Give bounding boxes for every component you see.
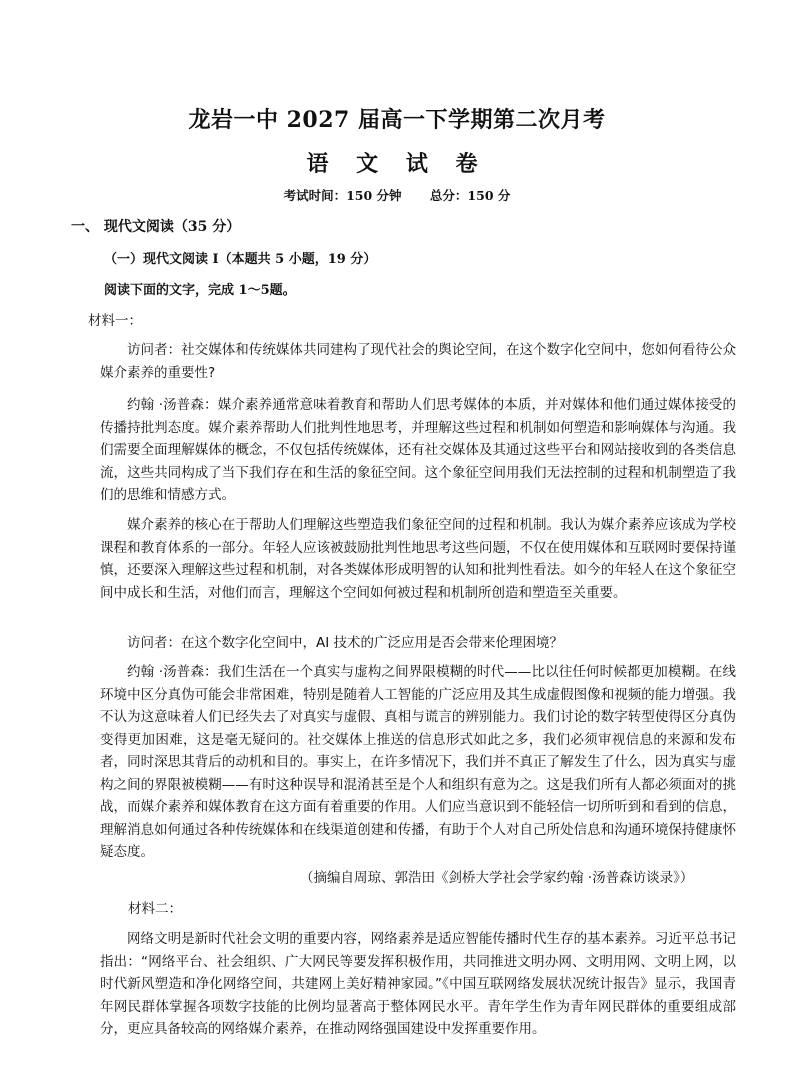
reading-instruction: 阅读下面的文字，完成 1～5题。: [104, 283, 296, 298]
section-heading: 一、 现代文阅读（35 分）: [71, 219, 241, 235]
exam-score: 总分：150 分: [429, 188, 511, 203]
paragraph: 约翰 ·汤普森：媒介素养通常意味着教育和帮助人们思考媒体的本质，并对媒体和他们通过媒体接受的传播持批判态度。媒介素养帮助人们批判性地思考，并理解这些过程和机制如何塑造和影响媒体与沟通。我们需要全面理解媒体的概念，不仅包括传统媒体，还有社交媒体及其通过这些平台和网站接收到的各类信息流，这些共同构成了当下我们存在和生活的象征空间。这个象征空间用我们无法控制的过程和机制塑造了我们的思维和情感方式。: [100, 397, 736, 503]
paragraph: 网络文明是新时代社会文明的重要内容，网络素养是适应智能传播时代生存的基本素养。习近平总书记指出：“网络平台、社会组织、广大网民等要发挥积极作用，共同推进文明办网、文明用网、文明上网，以时代新风塑造和净化网络空间，共建网上美好精神家园。”《中国互联网络发展状况统计报告》显示，我国青年网民群体掌握各项数字技能的比例均显著高于整体网民水平。青年学生作为青年网民群体的重要组成部分，更应具备较高的网络媒介素养，在推动网络强国建设中发挥重要作用。: [100, 931, 736, 1037]
exam-subtitle: 语 文 试 卷: [306, 151, 488, 177]
paragraph: 约翰 ·汤普森：我们生活在一个真实与虚构之间界限模糊的时代——比以往任何时候都更加模糊。在线环境中区分真伪可能会非常困难，特别是随着人工智能的广泛应用及其生成虚假图像和视频的能力增强。我不认为这意味着人们已经失去了对真实与虚假、真相与谎言的辨别能力。我们讨论的数字转型使得区分真伪变得更加困难，这是毫无疑问的。社交媒体上推送的信息形式如此之多，我们必须审视信息的来源和发布者，同时深思其背后的动机和目的。事实上，在许多情况下，我们并不真正了解发生了什么，因为真实与虚构之间的界限被模糊——有时这种误导和混淆甚至是个人和组织有意为之。这是我们所有人都必须面对的挑战，而媒介素养和媒体教育在这方面有着重要的作用。人们应当意识到不能轻信一切所听到和看到的信息，理解消息如何通过各种传统媒体和在线渠道创建和传播，有助于个人对自己所处信息和沟通环境保持健康怀疑态度。: [100, 664, 736, 860]
paragraph: 访问者：在这个数字化空间中，AI 技术的广泛应用是否会带来伦理困境？: [127, 635, 564, 651]
paragraph: 访问者：社交媒体和传统媒体共同建构了现代社会的舆论空间，在这个数字化空间中，您如何看待公众媒介素养的重要性?: [100, 342, 736, 381]
exam-info: [0, 186, 794, 204]
material-one-label: 材料一：: [88, 313, 142, 329]
section-subheading: （一）现代文阅读 I（本题共 5 小题，19 分）: [104, 252, 377, 267]
exam-title: 龙岩一中 2027 届高一下学期第二次月考: [188, 107, 606, 133]
material-two-label: 材料二：: [128, 901, 182, 917]
paragraph: 媒介素养的核心在于帮助人们理解这些塑造我们象征空间的过程和机制。我认为媒介素养应该成为学校课程和教育体系的一部分。年轻人应该被鼓励批判性地思考这些问题，不仅在使用媒体和互联网时要保持谨慎，还要深入理解这些过程和机制，对各类媒体形成明智的认知和批判性看法。如今的年轻人在这个象征空间中成长和生活，对他们而言，理解这个空间如何被过程和机制所创造和塑造至关重要。: [100, 517, 736, 601]
material-one-source: （摘编自周琼、郭浩田《剑桥大学社会学家约翰 ·汤普森访谈录》）: [300, 870, 694, 886]
exam-time: 考试时间：150 分钟: [283, 188, 402, 203]
